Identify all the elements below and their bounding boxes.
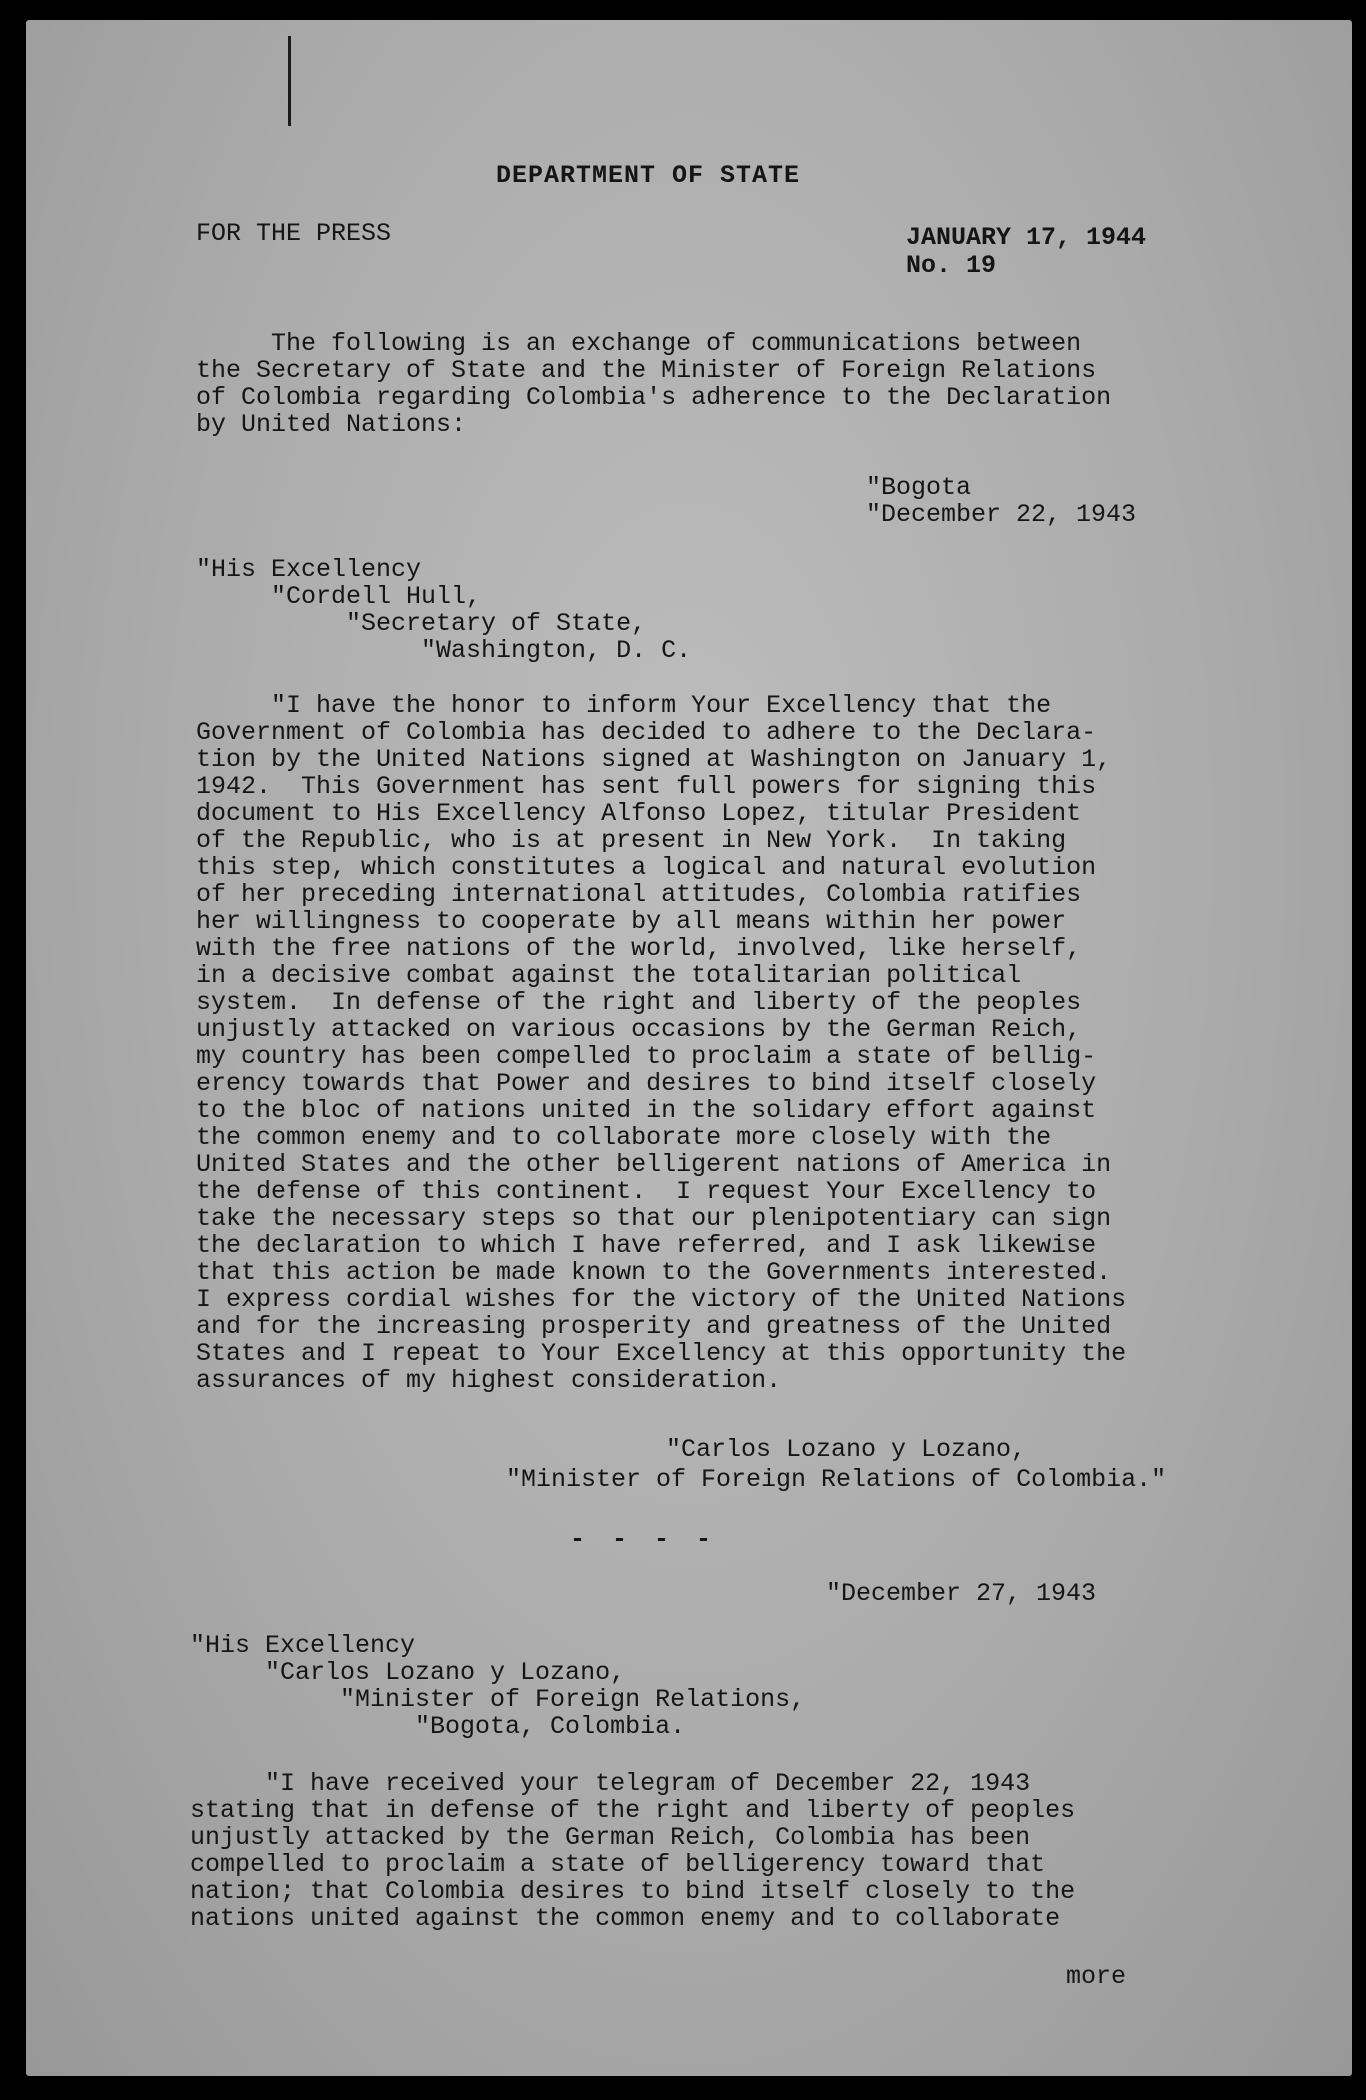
letter1-body-line: and for the increasing prosperity and greatness of the United: [196, 1312, 1112, 1341]
letter1-body-line: my country has been compelled to proclaim a state of bellig-: [196, 1042, 1097, 1071]
letter1-body-line: the declaration to which I have referred, and I ask likewise: [196, 1231, 1097, 1260]
release-date: JANUARY 17, 1944: [906, 223, 1147, 252]
letter2-address-line: "Minister of Foreign Relations,: [190, 1685, 806, 1714]
letter1-body-line: assurances of my highest consideration.: [196, 1366, 782, 1395]
letter1-body-line: take the necessary steps so that our plenipotentiary can sign: [196, 1204, 1112, 1233]
letter1-body-line: States and I repeat to Your Excellency at this opportunity the: [196, 1339, 1127, 1368]
intro-line: The following is an exchange of communications between: [196, 329, 1082, 358]
letter1-address-line: "Cordell Hull,: [196, 582, 482, 611]
letter2-address-line: "Bogota, Colombia.: [190, 1712, 686, 1741]
letter1-place-date-line: "December 22, 1943: [866, 500, 1137, 529]
intro-line: the Secretary of State and the Minister of Foreign Relations: [196, 356, 1097, 385]
letter1-body-line: that this action be made known to the Governments interested.: [196, 1258, 1112, 1287]
letter1-body-line: system. In defense of the right and liberty of the peoples: [196, 988, 1082, 1017]
letter1-body-line: erency towards that Power and desires to bind itself closely: [196, 1069, 1097, 1098]
letter1-body-line: United States and the other belligerent nations of America in: [196, 1150, 1112, 1179]
letter1-body-line: to the bloc of nations united in the solidary effort against: [196, 1096, 1097, 1125]
letter2-body: [190, 1770, 1075, 1932]
letter1-address-line: "His Excellency: [196, 555, 422, 584]
letter1-address-line: "Washington, D. C.: [196, 636, 692, 665]
letter2-body-line: compelled to proclaim a state of belligerency toward that: [190, 1850, 1046, 1879]
for-the-press-label: FOR THE PRESS: [196, 219, 392, 248]
letter1-body-line: this step, which constitutes a logical and natural evolution: [196, 853, 1097, 882]
letter2-address: [190, 1632, 805, 1740]
letter1-signature-title: "Minister of Foreign Relations of Colombia.": [506, 1465, 1167, 1494]
department-title: DEPARTMENT OF STATE: [496, 161, 801, 190]
letter1-body-line: Government of Colombia has decided to adhere to the Declara-: [196, 718, 1097, 747]
intro-line: of Colombia regarding Colombia's adherence to the Declaration: [196, 383, 1112, 412]
letter2-address-line: "His Excellency: [190, 1631, 416, 1660]
letter1-signature-name: "Carlos Lozano y Lozano,: [666, 1435, 1027, 1464]
release-number: No. 19: [906, 251, 997, 280]
more-continuation: more: [1066, 1962, 1127, 1991]
letter2-date: "December 27, 1943: [826, 1579, 1097, 1608]
letter2-address-line: "Carlos Lozano y Lozano,: [190, 1658, 626, 1687]
letter2-body-line: stating that in defense of the right and liberty of peoples: [190, 1796, 1076, 1825]
intro-line: by United Nations:: [196, 410, 467, 439]
letter1-body-line: her willingness to cooperate by all means within her power: [196, 907, 1067, 936]
letter1-body-line: unjustly attacked on various occasions by the German Reich,: [196, 1015, 1082, 1044]
letter1-body-line: 1942. This Government has sent full powers for signing this: [196, 772, 1097, 801]
letter2-body-line: "I have received your telegram of December 22, 1943: [190, 1769, 1031, 1798]
letter1-address: [196, 556, 691, 664]
separator: - - - -: [570, 1525, 718, 1554]
letter2-body-line: unjustly attacked by the German Reich, Colombia has been: [190, 1823, 1031, 1852]
letter1-place-date-line: "Bogota: [866, 473, 972, 502]
letter1-body-line: I express cordial wishes for the victory of the United Nations: [196, 1285, 1127, 1314]
letter1-body-line: with the free nations of the world, involved, like herself,: [196, 934, 1082, 963]
letter1-body-line: in a decisive combat against the totalitarian political: [196, 961, 1022, 990]
letter1-address-line: "Secretary of State,: [196, 609, 647, 638]
letter1-place-date: [866, 474, 1136, 528]
letter1-body-line: the defense of this continent. I request Your Excellency to: [196, 1177, 1097, 1206]
letter1-body-line: of her preceding international attitudes, Colombia ratifies: [196, 880, 1082, 909]
letter1-body: [196, 692, 1126, 1394]
intro-paragraph: [196, 330, 1111, 438]
letter1-body-line: the common enemy and to collaborate more closely with the: [196, 1123, 1052, 1152]
letter1-body-line: document to His Excellency Alfonso Lopez, titular President: [196, 799, 1082, 828]
letter1-body-line: "I have the honor to inform Your Excellency that the: [196, 691, 1052, 720]
letter2-body-line: nation; that Colombia desires to bind itself closely to the: [190, 1877, 1076, 1906]
letter1-body-line: tion by the United Nations signed at Washington on January 1,: [196, 745, 1112, 774]
letter1-body-line: of the Republic, who is at present in New York. In taking: [196, 826, 1067, 855]
letter2-body-line: nations united against the common enemy and to collaborate: [190, 1904, 1061, 1933]
